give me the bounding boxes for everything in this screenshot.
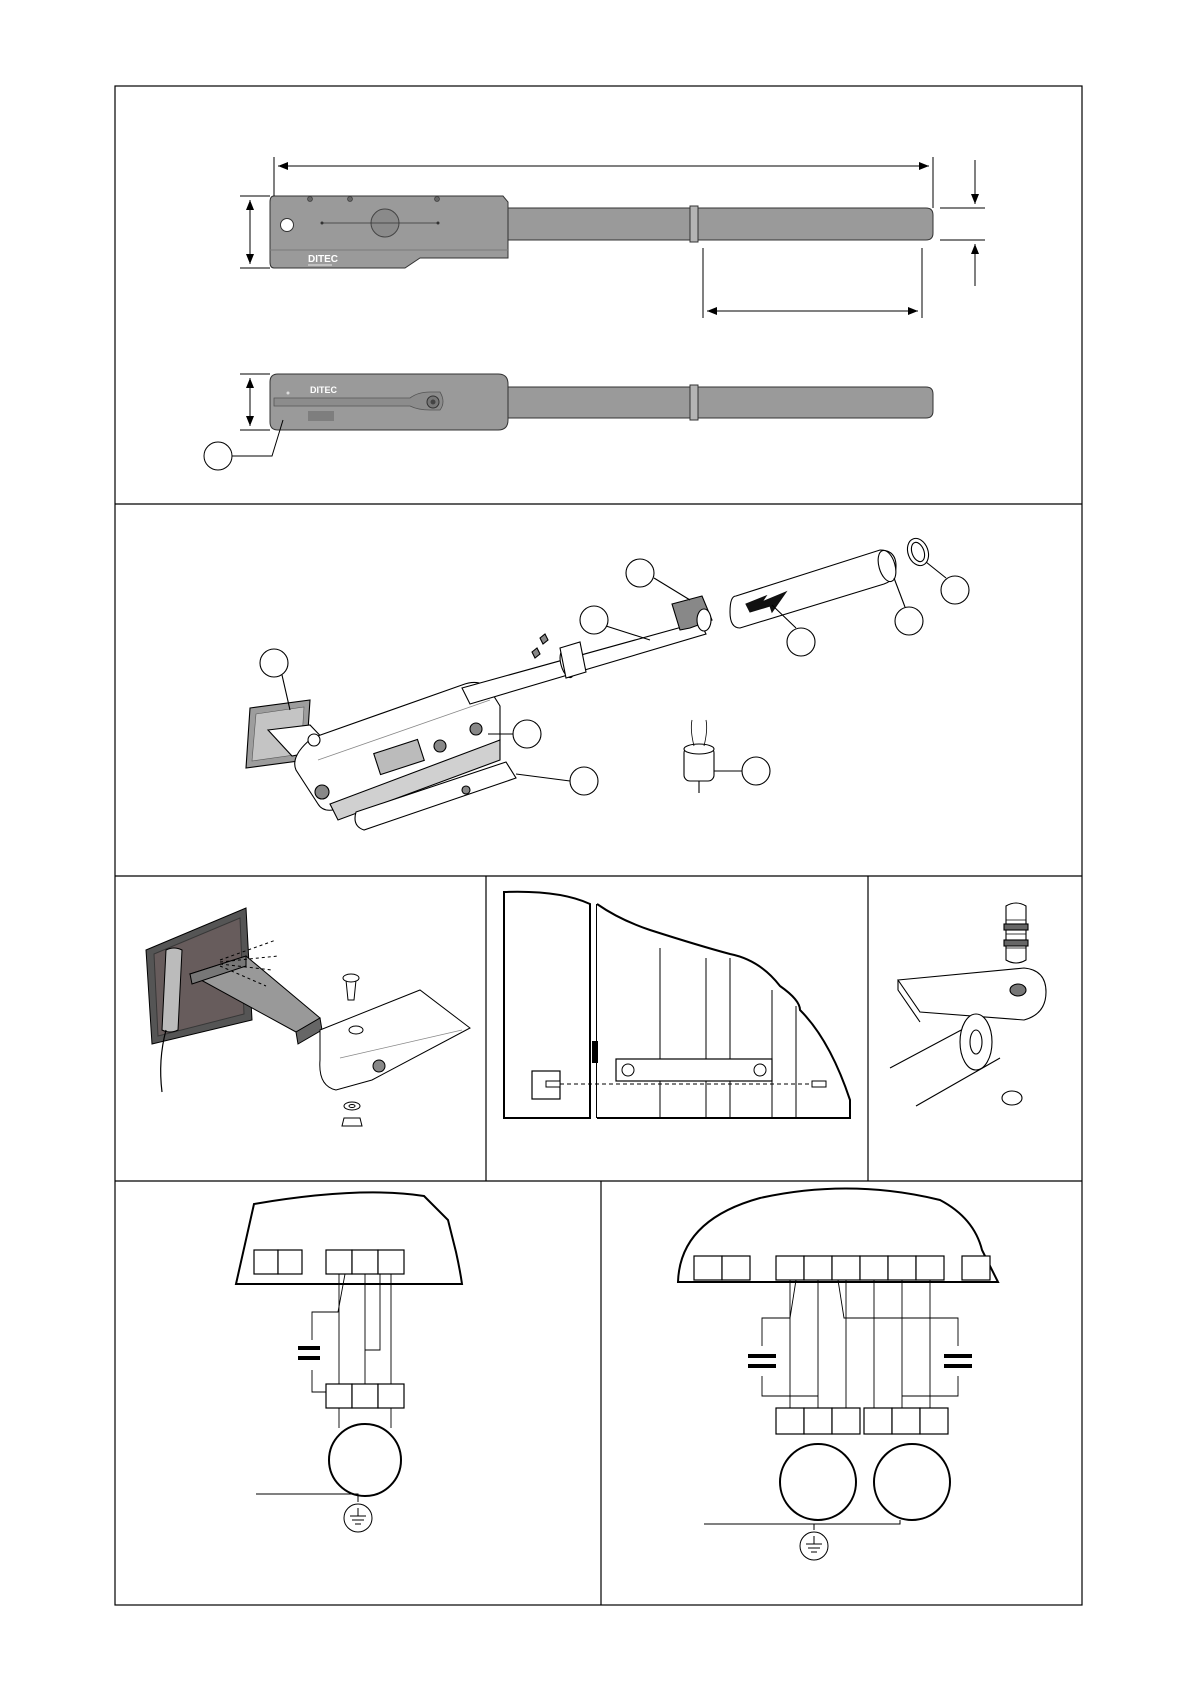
panel-wiring-single	[236, 1192, 462, 1532]
actuator-end	[320, 990, 470, 1090]
circlip	[1002, 1091, 1022, 1105]
capacitor-symbols	[748, 1356, 972, 1366]
motor-symbol-2	[874, 1444, 950, 1520]
panel-bracket	[146, 908, 470, 1126]
actuator-side-view	[270, 196, 933, 268]
pivot-hole	[281, 219, 294, 232]
bolt	[343, 974, 359, 1000]
actuator-top-view	[270, 374, 933, 430]
logo-side: DITEC	[308, 254, 338, 265]
panel-exploded	[246, 535, 969, 830]
nut	[342, 1118, 362, 1126]
capacitor-symbol	[298, 1348, 320, 1358]
panel-wiring-double	[678, 1188, 998, 1560]
fixing-pin	[1004, 903, 1028, 963]
capacitor	[684, 720, 714, 793]
cover-tube	[730, 550, 896, 628]
motor-symbol	[329, 1424, 401, 1496]
washer	[344, 1102, 360, 1110]
panel-dimensions	[204, 157, 985, 470]
logo-top: DITEC	[310, 385, 337, 395]
level-tool	[616, 1059, 772, 1081]
page-frame	[115, 86, 1082, 1605]
panel-front-pin	[890, 903, 1046, 1106]
ground-symbol	[256, 1494, 372, 1532]
motor-symbol-1	[780, 1444, 856, 1520]
panel-gate	[504, 892, 850, 1118]
